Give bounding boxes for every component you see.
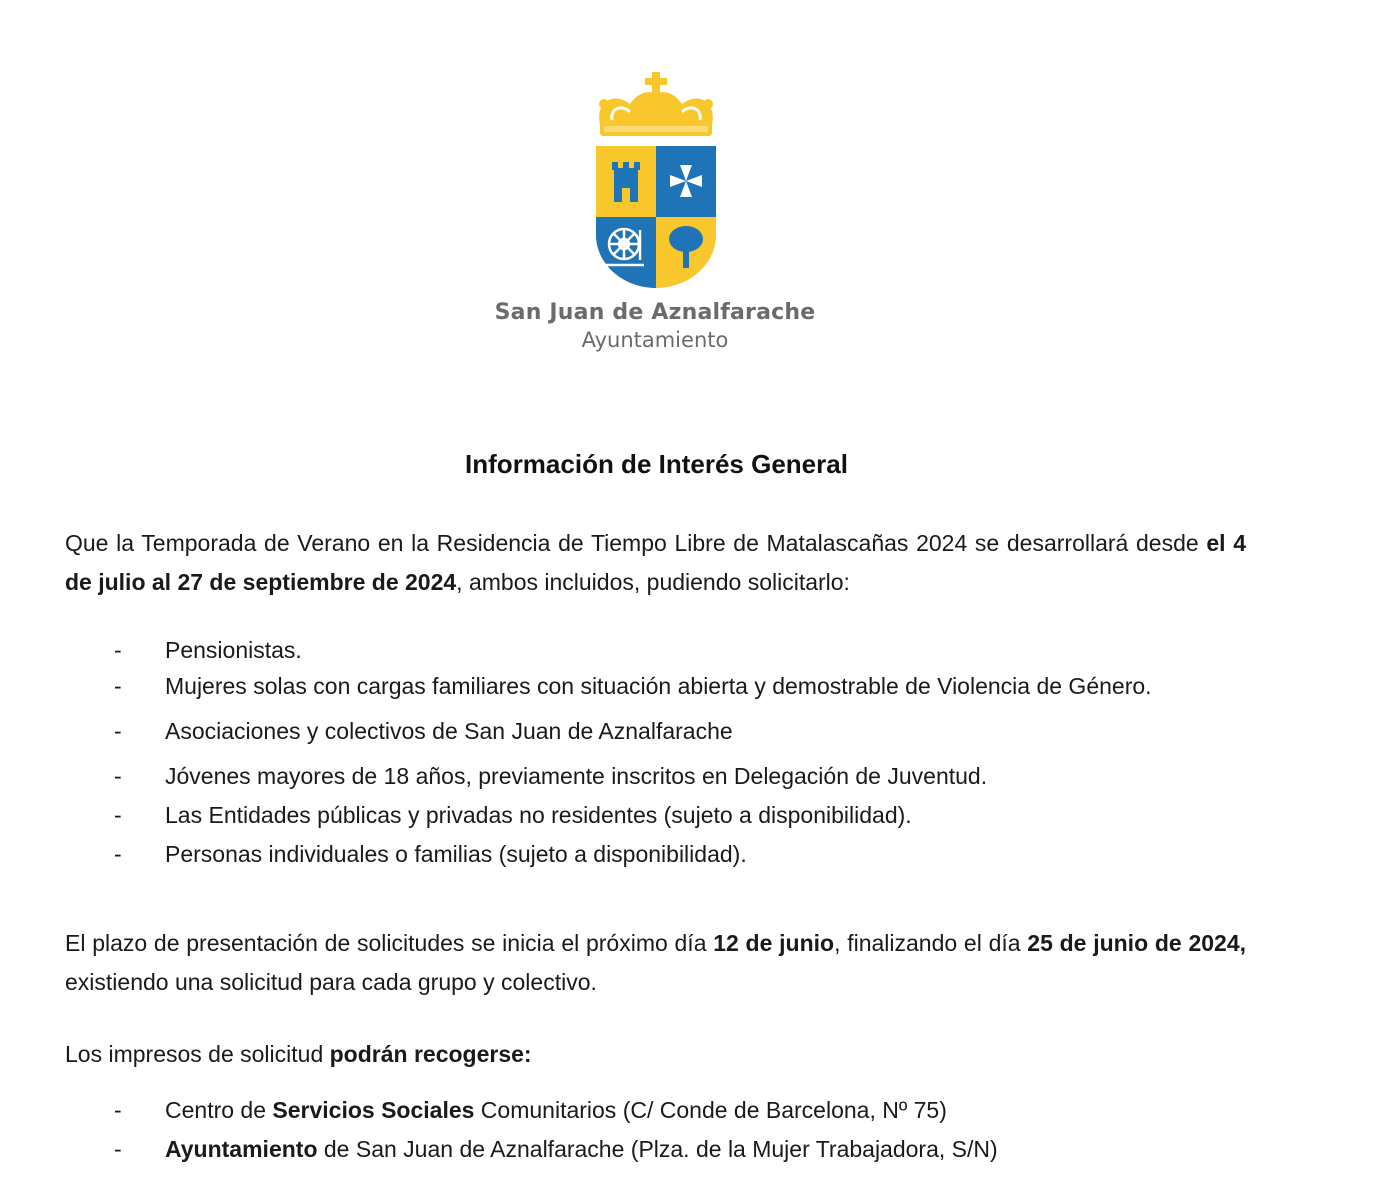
eligible-list	[0, 634, 1379, 874]
org-subtitle: Ayuntamiento	[581, 328, 729, 352]
document-title: Información de Interés General	[465, 449, 848, 479]
list-item: - Pensionistas.	[114, 637, 302, 663]
list-item: - Mujeres solas con cargas familiares con situación abierta y demostrable de Violencia de Género.	[114, 673, 1152, 699]
list-item: - Personas individuales o familias (sujeto a disponibilidad).	[114, 841, 747, 867]
tower-icon	[612, 162, 640, 202]
list-item: - Centro de Servicios Sociales Comunitarios (C/ Conde de Barcelona, Nº 75)	[114, 1097, 947, 1123]
locations-list	[0, 1091, 1379, 1169]
list-item: - Ayuntamiento de San Juan de Aznalfarache (Plza. de la Mujer Trabajadora, S/N)	[114, 1136, 998, 1162]
intro-paragraph: Que la Temporada de Verano en la Residencia de Tiempo Libre de Matalascañas 2024 se desarrollará desde el 4 de julio al 27 de septiembre de 2024, ambos incluidos, pudiendo solicitarlo:	[65, 530, 1246, 595]
org-name: San Juan de Aznalfarache	[494, 300, 816, 325]
list-item: - Asociaciones y colectivos de San Juan de Aznalfarache	[114, 718, 733, 744]
list-item: - Las Entidades públicas y privadas no residentes (sujeto a disponibilidad).	[114, 802, 912, 828]
coat-of-arms-logo	[590, 70, 722, 292]
list-item: - Jóvenes mayores de 18 años, previamente inscritos en Delegación de Juventud.	[114, 763, 988, 789]
deadline-paragraph: El plazo de presentación de solicitudes se inicia el próximo día 12 de junio, finalizando el día 25 de junio de 2024, existiendo una solicitud para cada grupo y colectivo.	[65, 930, 1246, 995]
pickup-paragraph: Los impresos de solicitud podrán recogerse:	[65, 1041, 532, 1067]
